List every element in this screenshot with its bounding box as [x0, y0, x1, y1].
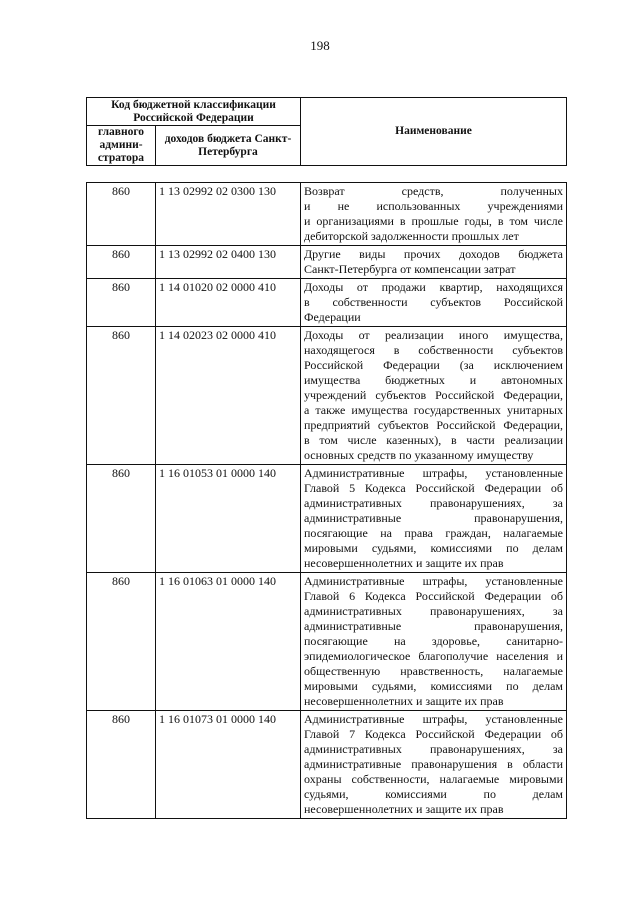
name-cell [301, 711, 567, 819]
table-row [87, 711, 567, 819]
name-line: судьями, комиссиями по делам [304, 787, 563, 801]
income-code-cell: 1 16 01073 01 0000 140 [156, 711, 301, 819]
name-line: административные правонарушения, [304, 511, 563, 525]
kbk-header: Код бюджетной классификации Российской Федерации [87, 98, 301, 126]
name-line: Российской Федерации (за исключением [304, 358, 563, 372]
table-row [87, 465, 567, 573]
name-line: Доходы от продажи квартир, находящихся [304, 280, 563, 294]
name-line: Доходы от реализации иного имущества, [304, 328, 563, 342]
name-line: и не использованных учреждениями [304, 199, 563, 213]
name-line: административных правонарушениях, за [304, 604, 563, 618]
name-line: Административные штрафы, установленные [304, 574, 563, 588]
name-line: Главой 5 Кодекса Российской Федерации об [304, 481, 563, 495]
admin-code-cell: 860 [87, 279, 156, 327]
income-code-cell: 1 14 01020 02 0000 410 [156, 279, 301, 327]
admin-code-cell: 860 [87, 711, 156, 819]
name-line: посягающие на права граждан, налагаемые [304, 526, 563, 540]
table-row [87, 279, 567, 327]
name-line: в собственности субъектов Российской [304, 295, 563, 309]
admin-code-cell: 860 [87, 573, 156, 711]
name-line: мировыми судьями, комиссиями по делам [304, 541, 563, 555]
admin-header: главного админи-стратора [87, 126, 156, 166]
name-line: и организациями в прошлые годы, в том числе [304, 214, 563, 228]
name-line: общественную нравственность, налагаемые [304, 664, 563, 678]
name-line: административных правонарушениях, за [304, 742, 563, 756]
name-line: несовершеннолетних и защите их прав [304, 802, 504, 816]
table-row [87, 183, 567, 246]
name-line: административных правонарушениях, за [304, 496, 563, 510]
income-code-cell: 1 16 01053 01 0000 140 [156, 465, 301, 573]
name-line: Главой 6 Кодекса Российской Федерации об [304, 589, 563, 603]
income-code-cell: 1 13 02992 02 0300 130 [156, 183, 301, 246]
name-line: несовершеннолетних и защите их прав [304, 556, 504, 570]
income-code-cell: 1 14 02023 02 0000 410 [156, 327, 301, 465]
admin-code-cell: 860 [87, 246, 156, 279]
name-line: Административные штрафы, установленные [304, 712, 563, 726]
name-header: Наименование [301, 98, 567, 166]
name-line: основных средств по указанному имуществу [304, 448, 534, 462]
name-cell [301, 246, 567, 279]
name-line: предприятий субъектов Российской Федерации, [304, 418, 563, 432]
name-line: административные правонарушения в области [304, 757, 563, 771]
name-line: административные правонарушения, [304, 619, 563, 633]
income-code-cell: 1 13 02992 02 0400 130 [156, 246, 301, 279]
name-line: учреждений субъектов Российской Федерации, [304, 388, 563, 402]
name-line: Санкт-Петербурга от компенсации затрат [304, 262, 516, 276]
name-line: охраны собственности, налагаемые мировыми [304, 772, 563, 786]
name-line: посягающие на здоровье, санитарно- [304, 634, 563, 648]
name-line: Другие виды прочих доходов бюджета [304, 247, 563, 261]
name-line: эпидемиологическое благополучие населения и [304, 649, 563, 663]
admin-code-cell: 860 [87, 183, 156, 246]
name-line: Административные штрафы, установленные [304, 466, 563, 480]
table-row [87, 327, 567, 465]
name-line: а также имущества государственных унитарных [304, 403, 563, 417]
budget-table [86, 182, 567, 819]
name-line: мировыми судьями, комиссиями по делам [304, 679, 563, 693]
name-line: несовершеннолетних и защите их прав [304, 694, 504, 708]
income-header: доходов бюджета Санкт-Петербурга [156, 126, 301, 166]
name-line: Главой 7 Кодекса Российской Федерации об [304, 727, 563, 741]
table-row [87, 573, 567, 711]
name-line: дебиторской задолженности прошлых лет [304, 229, 519, 243]
admin-code-cell: 860 [87, 327, 156, 465]
name-line: находящегося в собственности субъектов [304, 343, 563, 357]
name-cell [301, 327, 567, 465]
name-cell [301, 183, 567, 246]
name-line: Федерации [304, 310, 361, 324]
table-header [86, 97, 567, 166]
name-line: Возврат средств, полученных [304, 184, 563, 198]
name-cell [301, 279, 567, 327]
name-cell [301, 465, 567, 573]
table-row [87, 246, 567, 279]
name-line: имущества бюджетных и автономных [304, 373, 563, 387]
admin-code-cell: 860 [87, 465, 156, 573]
income-code-cell: 1 16 01063 01 0000 140 [156, 573, 301, 711]
name-line: в том числе казенных), в части реализации [304, 433, 563, 447]
name-cell [301, 573, 567, 711]
page-number: 198 [310, 38, 330, 53]
